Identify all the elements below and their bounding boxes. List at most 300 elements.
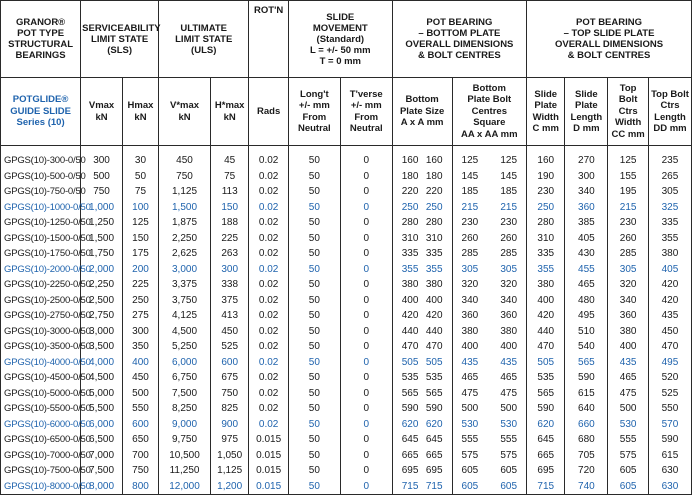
- dimension-value: 285: [500, 248, 518, 259]
- bottom-bolt-centres-value: [452, 339, 527, 355]
- dimension-value: 605: [500, 480, 518, 492]
- bottom-plate-size-value: [392, 231, 452, 247]
- top-bolt-length-value: 630: [648, 479, 691, 495]
- dimension-value: 465: [461, 372, 479, 383]
- transverse-value: 0: [340, 169, 392, 185]
- part-number: GPGS(10)-6500-0/50: [1, 432, 81, 448]
- dimension-value: 160: [425, 155, 443, 166]
- top-bolt-width-value: 435: [608, 355, 649, 371]
- vstar-value: 450: [159, 153, 211, 169]
- top-bolt-length-value: 305: [648, 184, 691, 200]
- header-line: OVERALL DIMENSIONS: [555, 39, 664, 50]
- header-line: AA x AA mm: [461, 128, 518, 140]
- dimension-value: 320: [500, 279, 518, 290]
- transverse-value: 0: [340, 417, 392, 433]
- header-line: (SLS): [107, 44, 133, 56]
- dimension-value: 380: [425, 279, 443, 290]
- dimension-value: 380: [461, 325, 479, 337]
- header-line: L = +/- 50 mm: [310, 44, 371, 56]
- dimension-value: 620: [425, 418, 443, 430]
- header-line: CC mm: [611, 128, 645, 140]
- dimension-value: 605: [461, 480, 479, 492]
- table-row: [1, 355, 692, 371]
- dimension-value: 695: [401, 465, 419, 476]
- hstar-value: 413: [210, 308, 248, 324]
- vmax-value: 5,500: [81, 401, 123, 417]
- hmax-value: 75: [122, 184, 158, 200]
- dimension-value: 360: [500, 310, 518, 321]
- table-row: [1, 308, 692, 324]
- part-number: GPGS(10)-750-0/50: [1, 184, 81, 200]
- slide-width-value: 440: [527, 324, 565, 340]
- table-row: [1, 324, 692, 340]
- header-line: Width: [532, 111, 559, 123]
- bottom-plate-size-value: [392, 339, 452, 355]
- part-number: GPGS(10)-3500-0/50: [1, 339, 81, 355]
- dimension-value: 530: [461, 418, 479, 430]
- top-bolt-width-value: 215: [608, 200, 649, 216]
- table-row: [1, 153, 692, 169]
- bottom-bolt-centres-value: [452, 184, 527, 200]
- dimension-value: 305: [500, 263, 518, 275]
- vstar-value: 4,125: [159, 308, 211, 324]
- slide-length-value: 270: [565, 153, 608, 169]
- table-row: [1, 339, 692, 355]
- hstar-value: 375: [210, 293, 248, 309]
- rads-header: [249, 78, 289, 146]
- header-line: POT BEARING: [426, 17, 493, 28]
- bottom-bolt-centres-value: [452, 215, 527, 231]
- slide-length-value: 640: [565, 401, 608, 417]
- bottom-bolt-centres-value: [452, 324, 527, 340]
- hstar-value: 450: [210, 324, 248, 340]
- hmax-value: 700: [122, 448, 158, 464]
- rads-value: 0.02: [249, 262, 289, 278]
- slide-length-value: 740: [565, 479, 608, 495]
- slide-length-value: 565: [565, 355, 608, 371]
- dimension-value: 310: [425, 232, 443, 244]
- slide-length-value: 495: [565, 308, 608, 324]
- slide-length-value: 540: [565, 339, 608, 355]
- slide-width-value: 535: [527, 370, 565, 386]
- hstar-value: 225: [210, 231, 248, 247]
- slide-movement-header: [288, 1, 392, 78]
- hstar-value: 188: [210, 215, 248, 231]
- bottom-bolt-centres-value: [452, 246, 527, 262]
- table-row: [1, 246, 692, 262]
- header-line: kN: [178, 111, 191, 123]
- hmax-value: 50: [122, 169, 158, 185]
- rads-value: 0.02: [249, 153, 289, 169]
- dimension-value: 380: [500, 325, 518, 337]
- table-row: [1, 417, 692, 433]
- part-number: GPGS(10)-6000-0/50: [1, 417, 81, 433]
- dimension-value: 465: [500, 372, 518, 383]
- table-row: [1, 479, 692, 495]
- hstar-value: 45: [210, 153, 248, 169]
- slide-width-value: 505: [527, 355, 565, 371]
- header-line: ULTIMATE: [180, 22, 228, 34]
- table-row: [1, 463, 692, 479]
- dimension-value: 230: [500, 217, 518, 228]
- longitudinal-value: 50: [288, 184, 340, 200]
- dimension-value: 555: [500, 434, 518, 445]
- hmax-value: 300: [122, 324, 158, 340]
- header-line: & BOLT CENTRES: [567, 50, 651, 61]
- dimension-value: 340: [500, 294, 518, 306]
- rads-value: 0.02: [249, 308, 289, 324]
- table-row: [1, 169, 692, 185]
- header-line: POTGLIDE®: [12, 94, 69, 106]
- hmax-value: 225: [122, 277, 158, 293]
- dimension-value: 665: [401, 449, 419, 461]
- header-line: From: [302, 111, 327, 123]
- longitudinal-value: 50: [288, 339, 340, 355]
- dimension-value: 505: [401, 356, 419, 368]
- top-bolt-length-value: 570: [648, 417, 691, 433]
- top-bolt-width-value: 340: [608, 293, 649, 309]
- header-line: Slide: [575, 88, 598, 100]
- bottom-bolt-centres-value: [452, 448, 527, 464]
- table-row: [1, 293, 692, 309]
- top-bolt-width-value: 285: [608, 246, 649, 262]
- longitudinal-value: 50: [288, 448, 340, 464]
- top-bolt-width-value: 475: [608, 386, 649, 402]
- top-plate-header: [527, 1, 692, 78]
- slide-length-value: 465: [565, 277, 608, 293]
- header-line: Vmax: [88, 100, 115, 111]
- dimension-value: 305: [461, 263, 479, 275]
- bottom-bolt-centres-value: [452, 432, 527, 448]
- header-line: LIMIT STATE: [175, 33, 233, 45]
- vmax-header: [81, 78, 123, 146]
- bottom-plate-size-value: [392, 200, 452, 216]
- transverse-value: 0: [340, 277, 392, 293]
- bottom-plate-size-value: [392, 169, 452, 185]
- rads-value: 0.02: [249, 277, 289, 293]
- dimension-value: 435: [461, 356, 479, 368]
- top-bolt-width-value: 605: [608, 479, 649, 495]
- transverse-value: 0: [340, 308, 392, 324]
- header-line: Bottom: [472, 82, 506, 94]
- header-line: Top Bolt: [651, 88, 689, 100]
- longitudinal-value: 50: [288, 479, 340, 495]
- transverse-value: 0: [340, 293, 392, 309]
- hstar-value: 1,050: [210, 448, 248, 464]
- bottom-plate-size-value: [392, 401, 452, 417]
- hstar-value: 150: [210, 200, 248, 216]
- dimension-value: 440: [425, 325, 443, 337]
- bottom-plate-size-value: [392, 432, 452, 448]
- part-number: GPGS(10)-300-0/50: [1, 153, 81, 169]
- part-number: GPGS(10)-1500-0/50: [1, 231, 81, 247]
- top-bolt-width-value: 125: [608, 153, 649, 169]
- transverse-value: 0: [340, 246, 392, 262]
- rads-value: 0.02: [249, 324, 289, 340]
- longitudinal-value: 50: [288, 370, 340, 386]
- dimension-value: 530: [500, 418, 518, 430]
- dimension-value: 360: [461, 310, 479, 321]
- bottom-plate-size-value: [392, 246, 452, 262]
- dimension-value: 535: [425, 372, 443, 383]
- dimension-value: 400: [401, 294, 419, 306]
- bottom-plate-size-header: [392, 78, 452, 146]
- part-number: GPGS(10)-7000-0/50: [1, 448, 81, 464]
- slide-width-value: 590: [527, 401, 565, 417]
- slide-length-value: 680: [565, 432, 608, 448]
- vmax-value: 1,000: [81, 200, 123, 216]
- bottom-bolt-centres-value: [452, 386, 527, 402]
- dimension-value: 435: [500, 356, 518, 368]
- vstar-value: 9,000: [159, 417, 211, 433]
- dimension-value: 400: [500, 341, 518, 352]
- bottom-plate-size-value: [392, 386, 452, 402]
- top-bolt-width-value: 360: [608, 308, 649, 324]
- top-bolt-width-value: 380: [608, 324, 649, 340]
- top-bolt-width-value: 155: [608, 169, 649, 185]
- dimension-value: 335: [425, 248, 443, 259]
- slide-width-value: 620: [527, 417, 565, 433]
- longitudinal-value: 50: [288, 246, 340, 262]
- top-bolt-width-value: 500: [608, 401, 649, 417]
- header-line: Plate Size: [399, 105, 445, 117]
- top-bolt-width-value: 575: [608, 448, 649, 464]
- header-line: D mm: [573, 123, 600, 134]
- vstar-value: 750: [159, 169, 211, 185]
- slide-length-value: 385: [565, 215, 608, 231]
- part-number: GPGS(10)-1750-0/50: [1, 246, 81, 262]
- transverse-value: 0: [340, 324, 392, 340]
- header-line: kN: [223, 111, 236, 123]
- transverse-value: 0: [340, 432, 392, 448]
- vmax-value: 4,500: [81, 370, 123, 386]
- dimension-value: 470: [425, 341, 443, 352]
- transverse-value: 0: [340, 339, 392, 355]
- transverse-value: 0: [340, 386, 392, 402]
- slide-width-value: 695: [527, 463, 565, 479]
- header-line: Length: [654, 111, 686, 123]
- transverse-value: 0: [340, 370, 392, 386]
- header-line: SLIDE: [326, 11, 355, 23]
- slide-width-value: 355: [527, 262, 565, 278]
- slide-width-value: 400: [527, 293, 565, 309]
- slide-width-value: 715: [527, 479, 565, 495]
- dimension-value: 475: [500, 387, 518, 399]
- dimension-value: 500: [461, 403, 479, 414]
- header-line: Long't: [300, 88, 329, 100]
- top-bolt-length-value: 420: [648, 293, 691, 309]
- top-bolt-width-value: 465: [608, 370, 649, 386]
- transverse-value: 0: [340, 479, 392, 495]
- header-line: kN: [95, 111, 108, 123]
- header-line: Square: [473, 117, 506, 129]
- bottom-plate-header: [392, 1, 526, 78]
- vmax-value: 1,250: [81, 215, 123, 231]
- vstar-value: 2,250: [159, 231, 211, 247]
- part-number: GPGS(10)-7500-0/50: [1, 463, 81, 479]
- slide-length-value: 510: [565, 324, 608, 340]
- table-row: [1, 277, 692, 293]
- vstar-value: 5,250: [159, 339, 211, 355]
- vmax-value: 4,000: [81, 355, 123, 371]
- longitudinal-value: 50: [288, 231, 340, 247]
- bottom-plate-size-value: [392, 448, 452, 464]
- vstar-value: 1,500: [159, 200, 211, 216]
- slide-length-value: 590: [565, 370, 608, 386]
- bottom-plate-size-value: [392, 479, 452, 495]
- rotation-header: ROT'N: [249, 1, 289, 78]
- dimension-value: 605: [500, 465, 518, 476]
- header-line: Width: [614, 117, 642, 129]
- hmax-value: 125: [122, 215, 158, 231]
- dimension-value: 505: [425, 356, 443, 368]
- transverse-value: 0: [340, 153, 392, 169]
- dimension-value: 695: [425, 465, 443, 476]
- vstar-value: 8,250: [159, 401, 211, 417]
- table-row: [1, 432, 692, 448]
- part-number: GPGS(10)-3000-0/50: [1, 324, 81, 340]
- dimension-value: 185: [461, 186, 479, 197]
- slide-width-value: 230: [527, 184, 565, 200]
- dimension-value: 440: [401, 325, 419, 337]
- part-number: GPGS(10)-8000-0/50: [1, 479, 81, 495]
- top-bolt-length-value: 235: [648, 153, 691, 169]
- table-row: [1, 200, 692, 216]
- table-row: [1, 184, 692, 200]
- hstar-value: 825: [210, 401, 248, 417]
- longitudinal-value: 50: [288, 324, 340, 340]
- slide-width-value: 380: [527, 277, 565, 293]
- longitudinal-value: 50: [288, 293, 340, 309]
- dimension-value: 500: [500, 403, 518, 414]
- slide-length-value: 660: [565, 417, 608, 433]
- top-bolt-length-value: 335: [648, 215, 691, 231]
- bottom-bolt-centres-value: [452, 153, 527, 169]
- uls-header: [159, 1, 249, 78]
- top-bolt-length-value: 590: [648, 432, 691, 448]
- vmax-value: 1,500: [81, 231, 123, 247]
- slide-width-value: 160: [527, 153, 565, 169]
- dimension-value: 605: [461, 465, 479, 476]
- vmax-value: 6,500: [81, 432, 123, 448]
- vmax-value: 5,000: [81, 386, 123, 402]
- dimension-value: 715: [401, 480, 419, 492]
- hstar-value: 1,200: [210, 479, 248, 495]
- spacer-row: [1, 146, 692, 154]
- header-line: POT BEARING: [576, 17, 643, 28]
- header-line: Plate Bolt: [467, 94, 512, 106]
- longitudinal-value: 50: [288, 386, 340, 402]
- rads-value: 0.02: [249, 339, 289, 355]
- hmax-value: 250: [122, 293, 158, 309]
- slide-width-value: 280: [527, 215, 565, 231]
- group-header-row: [1, 1, 692, 78]
- rads-value: 0.02: [249, 386, 289, 402]
- part-number: GPGS(10)-1250-0/50: [1, 215, 81, 231]
- dimension-value: 575: [500, 449, 518, 461]
- top-bolt-width-header: [608, 78, 649, 146]
- vmax-value: 300: [81, 153, 123, 169]
- dimension-value: 380: [401, 279, 419, 290]
- series-header: [1, 78, 81, 146]
- top-bolt-length-value: 470: [648, 339, 691, 355]
- dimension-value: 230: [461, 217, 479, 228]
- hmax-value: 800: [122, 479, 158, 495]
- header-line: OVERALL DIMENSIONS: [405, 39, 514, 50]
- hstar-value: 900: [210, 417, 248, 433]
- dimension-value: 125: [500, 155, 518, 166]
- bottom-bolt-centres-value: [452, 277, 527, 293]
- vstar-value: 4,500: [159, 324, 211, 340]
- bottom-plate-size-value: [392, 324, 452, 340]
- hstar-header: [210, 78, 248, 146]
- hmax-value: 600: [122, 417, 158, 433]
- header-line: Plate: [575, 100, 598, 111]
- hmax-value: 175: [122, 246, 158, 262]
- header-line: GRANOR®: [15, 17, 66, 28]
- bottom-bolt-centres-value: [452, 262, 527, 278]
- header-line: MOVEMENT: [312, 22, 368, 34]
- header-line: Plate: [534, 100, 558, 111]
- slide-width-header: [527, 78, 565, 146]
- slide-width-value: 645: [527, 432, 565, 448]
- header-line: – BOTTOM PLATE: [418, 28, 501, 39]
- header-line: C mm: [532, 123, 559, 134]
- dimension-value: 180: [401, 170, 419, 182]
- table-row: [1, 262, 692, 278]
- rads-value: 0.015: [249, 432, 289, 448]
- header-line: V*max: [169, 100, 200, 111]
- slide-length-value: 480: [565, 293, 608, 309]
- dimension-value: 665: [425, 449, 443, 461]
- hstar-value: 113: [210, 184, 248, 200]
- vmax-value: 3,000: [81, 324, 123, 340]
- header-line: SERVICEABILITY: [82, 22, 161, 34]
- header-line: Rads: [257, 105, 281, 117]
- bottom-plate-size-value: [392, 277, 452, 293]
- dimension-value: 160: [401, 155, 419, 166]
- vstar-header: [159, 78, 211, 146]
- top-bolt-length-value: 550: [648, 401, 691, 417]
- hstar-value: 75: [210, 169, 248, 185]
- dimension-value: 310: [401, 232, 419, 244]
- bottom-bolt-centres-value: [452, 463, 527, 479]
- top-bolt-length-header: [648, 78, 691, 146]
- top-bolt-width-value: 320: [608, 277, 649, 293]
- header-line: Centres: [471, 105, 507, 117]
- table-row: [1, 231, 692, 247]
- transverse-value: 0: [340, 262, 392, 278]
- header-line: (ULS): [191, 44, 217, 56]
- hmax-value: 650: [122, 432, 158, 448]
- dimension-value: 565: [401, 387, 419, 399]
- bottom-plate-size-value: [392, 308, 452, 324]
- longitudinal-value: 50: [288, 401, 340, 417]
- longitudinal-value: 50: [288, 262, 340, 278]
- dimension-value: 215: [500, 201, 518, 213]
- bottom-plate-size-value: [392, 417, 452, 433]
- vmax-value: 2,750: [81, 308, 123, 324]
- vmax-value: 8,000: [81, 479, 123, 495]
- rads-value: 0.02: [249, 231, 289, 247]
- header-line: From: [354, 111, 379, 123]
- dimension-value: 320: [461, 279, 479, 290]
- rads-value: 0.015: [249, 448, 289, 464]
- hstar-value: 1,125: [210, 463, 248, 479]
- top-bolt-width-value: 555: [608, 432, 649, 448]
- dimension-value: 620: [401, 418, 419, 430]
- header-line: Ctrs: [660, 100, 680, 111]
